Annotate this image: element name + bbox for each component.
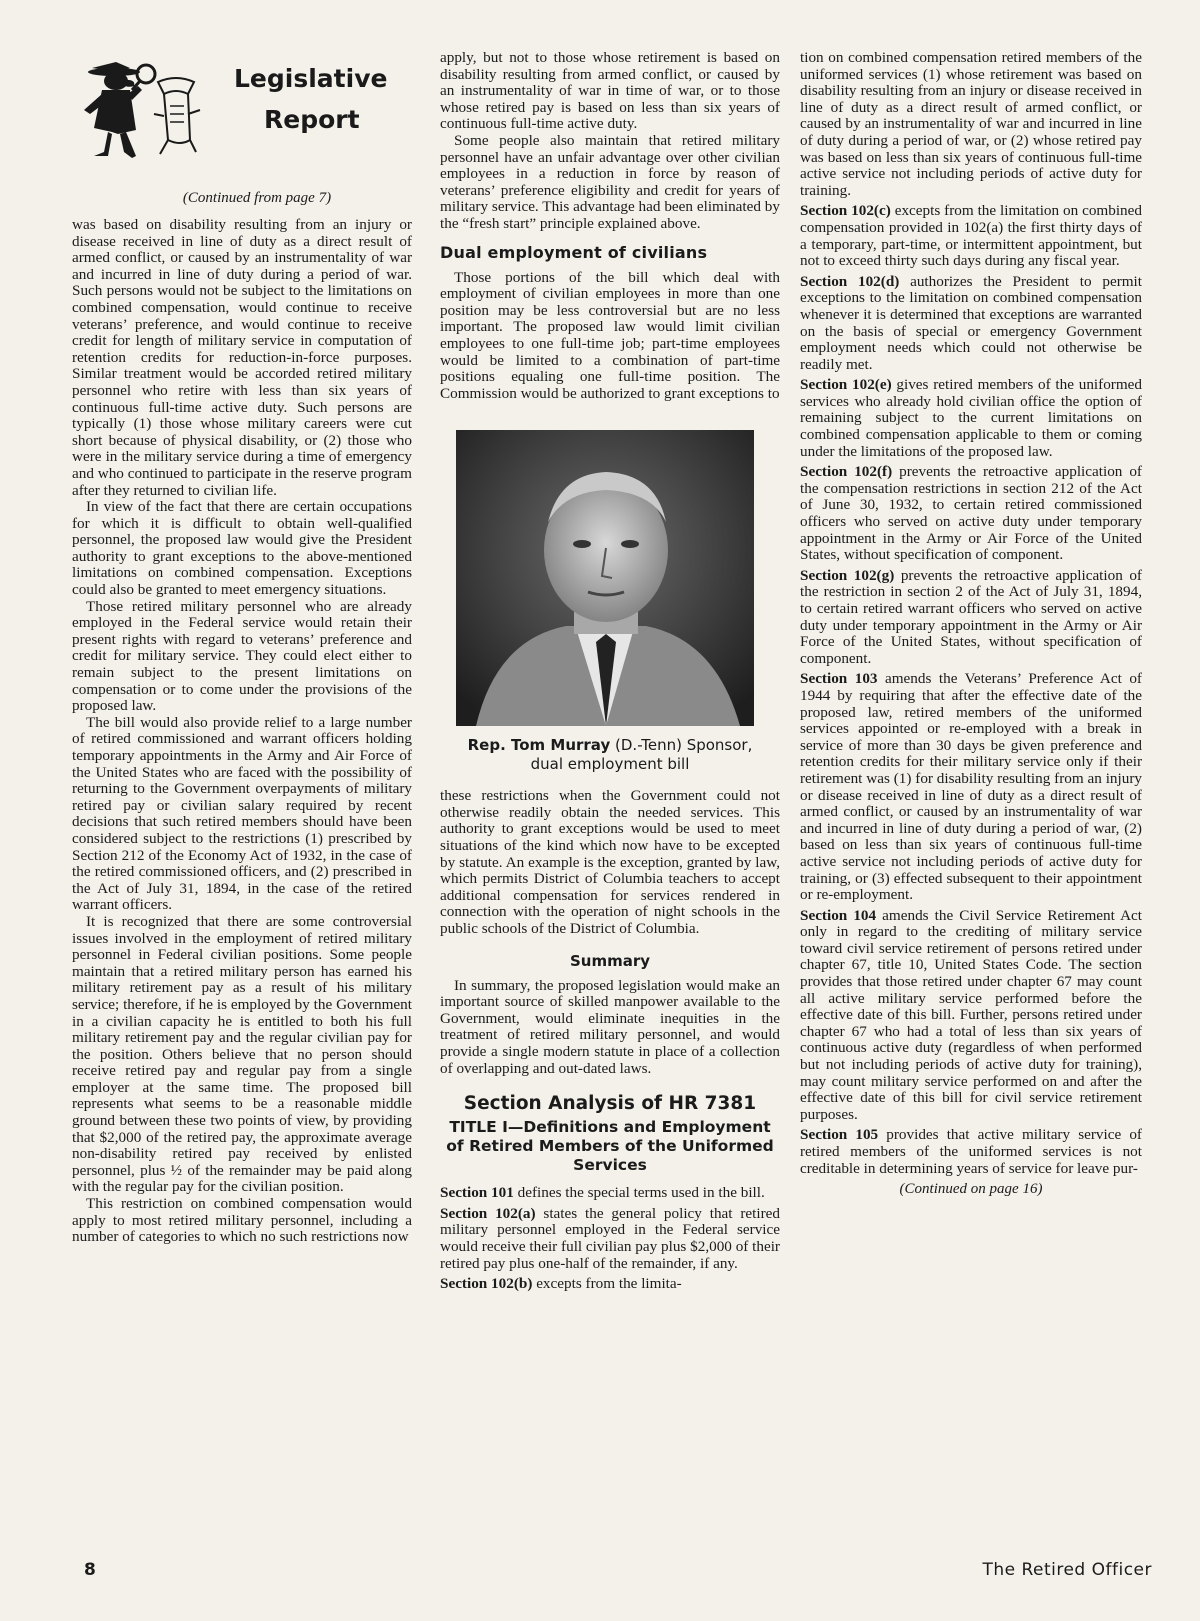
section-label: Section 102(a) (440, 1204, 536, 1222)
section-label: Section 102(f) (800, 463, 893, 481)
section-paragraph (440, 1206, 780, 1272)
section-paragraph (800, 377, 1142, 460)
paragraph: The bill would also provide relief to a large number of retired commissioned and warrant officers holding temporary appointments in the Army and Air Force of the United States who are faced with the possibility of returning to the Government overpayments of military retired pay or civilian salary required by recent decisions that such retired members should have been considered subject to the restrictions (1) prescribed by Section 212 of the Economy Act of 1932, in the case of the retired commissioned officers, and (2) prescribed in the Act of July 31, 1894, in the case of the retired warrant officers. (72, 713, 412, 914)
photo-caption (440, 736, 780, 774)
continued-on-note: (Continued on page 16) (899, 1181, 1043, 1198)
paragraph: In view of the fact that there are certain occupations for which it is difficult to obtain well-qualified personnel, the proposed law would give the President authority to grant exceptions to the above-mentioned limitations on combined compensation. Exceptions could also be granted to meet emergency situations. (72, 498, 412, 599)
section-paragraph (800, 568, 1142, 668)
section-paragraph (800, 1127, 1142, 1177)
section-heading-dual-employment: Dual employment of civilians (440, 242, 708, 262)
section-text: gives retired members of the uniformed services who already hold civilian office the option of remaining subject to the current limitations on combined compensation applicable to them or coming under the limitations of the proposed law. (800, 376, 1142, 460)
column-3 (800, 50, 1142, 1198)
report-title-line2: Report (264, 105, 360, 134)
report-title-line1: Legislative (234, 64, 388, 93)
caption-line2: dual employment bill (530, 755, 690, 774)
section-text: amends the Civil Service Retirement Act only in regard to the crediting of military service toward civil service retirement of persons retired under chapter 67, title 10, United States Code. The section provides that those retired under chapter 67 may count all active military service performed before the effective date of this bill. Further, persons retired under chapter 67 who had a total of less than six years of continuous active duty (regardless of when performed but not including periods of active duty for training), may count military service performed on and after the effective date of this bill for civil service retirement purposes. (800, 906, 1143, 1123)
paragraph: was based on disability resulting from an injury or disease received in line of duty as a direct result of armed conflict, or caused by an instrumentality of war and incurred in line of duty during a period of war. Such persons would not be subject to the limitations on combined compensation, would continue to receive veterans’ preference, and would continue to receive credit for length of military service in computation of retention credits for reduction-in-force purposes. Similar treatment would be accorded retired military personnel who retire with less than six years of continuous full-time active duty. Such persons are typically (1) those whose military careers were cut short because of physical disability, or (2) those who were in the military service during a time of emergency and who continued to participate in the reserve program after they returned to civilian life. (72, 216, 412, 499)
section-text: authorizes the President to permit exceptions to the limitation on combined compensation whenever it is determined that exceptions are warranted on the basis of special or emergency Government employment needs which could not otherwise be readily met. (800, 272, 1143, 373)
section-text: prevents the retroactive application of the compensation restrictions in section 212 of the Act of June 30, 1932, to certain retired commissioned officers who served on active duty under temporary appointment in the Army or Air Force of the United States, without specification of component. (800, 463, 1142, 564)
paragraph: these restrictions when the Government could not otherwise readily obtain the needed services. This authority to grant exceptions would be used to meet situations of the kind which now have to be excepted by statute. An example is the exception, granted by law, which permits District of Columbia teachers to accept additional compensation for services rendered in connection with the operation of night schools in the public schools of the District of Columbia. (440, 787, 780, 938)
detective-cartoon-icon (72, 54, 222, 164)
section-text: provides that active military service of retired members of the uniformed services is not creditable in determining years of service for leave pur- (800, 1126, 1142, 1177)
section-text: defines the special terms used in the bill. (513, 1184, 765, 1202)
section-label: Section 102(c) (800, 202, 891, 220)
section-text: excepts from the limitation on combined compensation provided in 102(a) the first thirty days of a temporary, part-time, or intermittent appointment, but not to exceed thirty such days during any fiscal year. (800, 202, 1142, 270)
section-paragraph (440, 1185, 780, 1202)
section-paragraph (800, 464, 1142, 564)
paragraph: It is recognized that there are some controversial issues involved in the employment of retired military personnel in Federal civilian positions. Some people maintain that a retired military person has earned his military retirement pay as a result of his military service; therefore, if he is employed by the Government in a civilian capacity he is entitled to both his full military retirement pay and the regular civilian pay for the position. Others believe that no person should receive retired pay and regular pay from a single employer at the same time. The proposed bill represents what seems to be a reasonable middle ground between these two points of view, by providing that $2,000 of the retired pay, the approximate average non-disability retired pay received by enlisted personnel, plus ½ of the remainder may be paid along with the regular pay for the civilian position. (72, 912, 412, 1196)
section-text: amends the Veterans’ Preference Act of 1944 by requiring that after the effective date of the proposed law, retired members of the uniformed services appointed or re-employed with a break in service of more than 30 days be given preference and retention credits for their military service only if their retirement was (1) for disability resulting from an injury or disease received in line of duty as a direct result of armed conflict, or caused by an instrumentality of war and incurred in line of duty during a period of war, (2) based on less than six years of continuous full-time active service not including periods of active duty for training, or (3) effected subsequent to their appointment or re-employment. (800, 670, 1142, 904)
caption-name: Rep. Tom Murray (467, 736, 611, 755)
paragraph: Those portions of the bill which deal with employment of civilian employees in more than one position may be less controversial but are no less important. The proposed law would limit civilian employees to one full-time job; part-time employees would be limited to a combination of part-time positions equaling one full-time position. The Commission would be authorized to grant exceptions to (440, 268, 780, 402)
paragraph: In summary, the proposed legislation would make an important source of skilled manpower available to the Government, would eliminate inequities in the treatment of retired military personnel, and would provide a single modern statute in place of a collection of overlapping and out-dated laws. (440, 976, 780, 1077)
portrait-illustration (456, 430, 754, 726)
caption-party: (D.-Tenn) Sponsor, (610, 736, 753, 755)
section-text: prevents the retroactive application of the restriction in section 2 of the Act of July 31, 1894, to certain retired warrant officers who served on active duty under temporary appointment in the Army or Air Force of the United States, without specification of component. (800, 566, 1142, 667)
paragraph: This restriction on combined compensation would apply to most retired military personnel, including a number of categories to which no such restrictions now (72, 1195, 412, 1246)
portrait-photo (456, 430, 754, 726)
title-i-heading: TITLE I—Definitions and Employment of Retired Members of the Uniformed Services (446, 1118, 774, 1175)
page-number: 8 (84, 1560, 96, 1580)
section-heading-summary: Summary (569, 951, 651, 970)
paragraph: tion on combined compensation retired members of the uniformed services (1) whose retirement was based on disability resulting from an injury or disease received in line of duty as a direct result of armed conflict, or caused by an instrumentality of war and incurred in line of duty during a period of war, or (2) whose retired pay was based on less than six years of continuous full-time active service not including periods of active duty for training. (800, 49, 1142, 199)
section-paragraph (800, 671, 1142, 903)
section-paragraph (440, 1276, 780, 1293)
column-2 (440, 50, 780, 1293)
paragraph: apply, but not to those whose retirement is based on disability resulting from armed conflict, or caused by an instrumentality of war in time of war, or to those whose retired pay is based on less than six years of continuous full-time active duty. (440, 49, 780, 133)
section-paragraph (800, 203, 1142, 269)
section-paragraph (800, 274, 1142, 374)
section-text: states the general policy that retired military personnel employed in the Federal service would receive their full civilian pay plus $2,000 of their retired pay plus one-half of the remainder, if any. (440, 1204, 780, 1272)
paragraph: Some people also maintain that retired military personnel have an unfair advantage over other civilian employees in a reduction in force by reason of veterans’ preference eligibility and credit for years of military service. This advantage had been eliminated by the “fresh start” principle explained above. (440, 131, 780, 232)
column-1 (72, 50, 412, 1246)
section-label: Section 104 (800, 906, 877, 924)
section-text: excepts from the limita- (532, 1275, 682, 1293)
section-label: Section 102(g) (800, 566, 895, 584)
section-paragraph (800, 908, 1142, 1124)
section-heading-analysis: Section Analysis of HR 7381 (463, 1093, 757, 1115)
publication-name: The Retired Officer (982, 1560, 1152, 1580)
section-label: Section 102(d) (800, 272, 900, 290)
legislative-report-header (72, 50, 412, 170)
continued-from-note: (Continued from page 7) (182, 190, 332, 206)
section-label: Section 102(b) (440, 1275, 533, 1293)
section-label: Section 102(e) (800, 376, 892, 394)
paragraph: Those retired military personnel who are already employed in the Federal service would retain their present rights with regard to veterans’ preference and credit for military service. They could elect either to remain subject to the present limitations on compensation or to come under the provisions of the proposed law. (72, 597, 412, 715)
section-label: Section 105 (800, 1126, 879, 1144)
section-label: Section 101 (440, 1184, 514, 1202)
section-label: Section 103 (800, 670, 878, 688)
